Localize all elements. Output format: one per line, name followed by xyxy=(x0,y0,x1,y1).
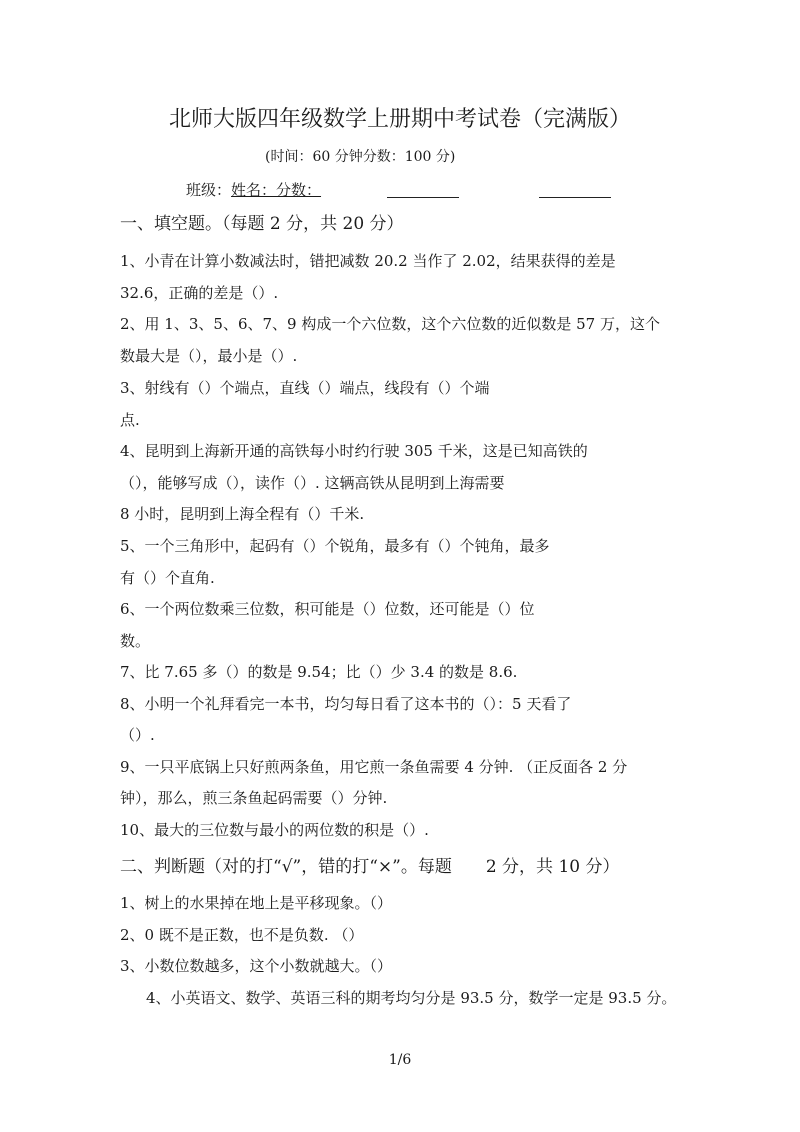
question-line: 8、小明一个礼拜看完一本书，均匀每日看了这本书的（）：5 天看了 xyxy=(120,695,572,713)
page-number: 1/6 xyxy=(388,1052,412,1068)
question-line: 4、小英语文、数学、英语三科的期考均匀分是 93.5 分，数学一定是 93.5 分。 xyxy=(146,989,677,1007)
page-title: 北师大版四年级数学上册期中考试卷（完满版） xyxy=(168,107,631,132)
question-line: 9、一只平底锅上只好煎两条鱼，用它煎一条鱼需要 4 分钟. （正反面各 2 分 xyxy=(120,758,628,776)
question-line: 10、最大的三位数与最小的两位数的积是（）. xyxy=(120,821,429,839)
question-line: 1、小青在计算小数减法时，错把减数 20.2 当作了 2.02，结果获得的差是 xyxy=(120,252,616,270)
question-line: 7、比 7.65 多（）的数是 9.54；比（）少 3.4 的数是 8.6. xyxy=(120,663,518,681)
name-blank xyxy=(387,197,459,198)
question-line: （），能够写成（），读作（）. 这辆高铁从昆明到上海需要 xyxy=(120,474,505,492)
name-score-label: 姓名：分数： xyxy=(231,181,322,199)
score-blank xyxy=(539,197,611,198)
question-line: 8 小时，昆明到上海全程有（）千米. xyxy=(120,505,365,523)
student-info-line xyxy=(186,180,321,200)
class-label: 班级： xyxy=(186,181,232,199)
question-line: 有（）个直角. xyxy=(120,569,215,587)
question-line: 3、小数位数越多，这个小数就越大。（） xyxy=(120,957,393,975)
question-line: （）. xyxy=(120,726,155,744)
question-line: 2、用 1、3、5、6、7、9 构成一个六位数，这个六位数的近似数是 57 万，这个 xyxy=(120,315,660,333)
question-line: 数。 xyxy=(120,632,151,650)
question-line: 3、射线有（）个端点，直线（）端点，线段有（）个端 xyxy=(120,379,490,397)
question-line: 6、一个两位数乘三位数，积可能是（）位数，还可能是（）位 xyxy=(120,600,535,618)
exam-time-score: (时间：60 分钟分数：100 分) xyxy=(265,149,456,165)
question-line: 钟），那么，煎三条鱼起码需要（）分钟. xyxy=(120,789,388,807)
question-line: 2、0 既不是正数，也不是负数. （） xyxy=(120,926,364,944)
question-line: 数最大是（），最小是（）. xyxy=(120,347,298,365)
section-heading-fill-in: 一、填空题。（每题 2 分，共 20 分） xyxy=(120,214,404,234)
question-line: 4、昆明到上海新开通的高铁每小时约行驶 305 千米，这是已知高铁的 xyxy=(120,442,588,460)
question-line: 32.6，正确的差是（）. xyxy=(120,284,279,302)
question-line: 5、一个三角形中，起码有（）个锐角，最多有（）个钝角，最多 xyxy=(120,537,550,555)
question-line: 1、树上的水果掉在地上是平移现象。（） xyxy=(120,894,393,912)
section-heading-true-false: 二、判断题（对的打“√”，错的打“×”。每题 2 分，共 10 分） xyxy=(120,857,620,877)
question-line: 点. xyxy=(120,411,140,429)
